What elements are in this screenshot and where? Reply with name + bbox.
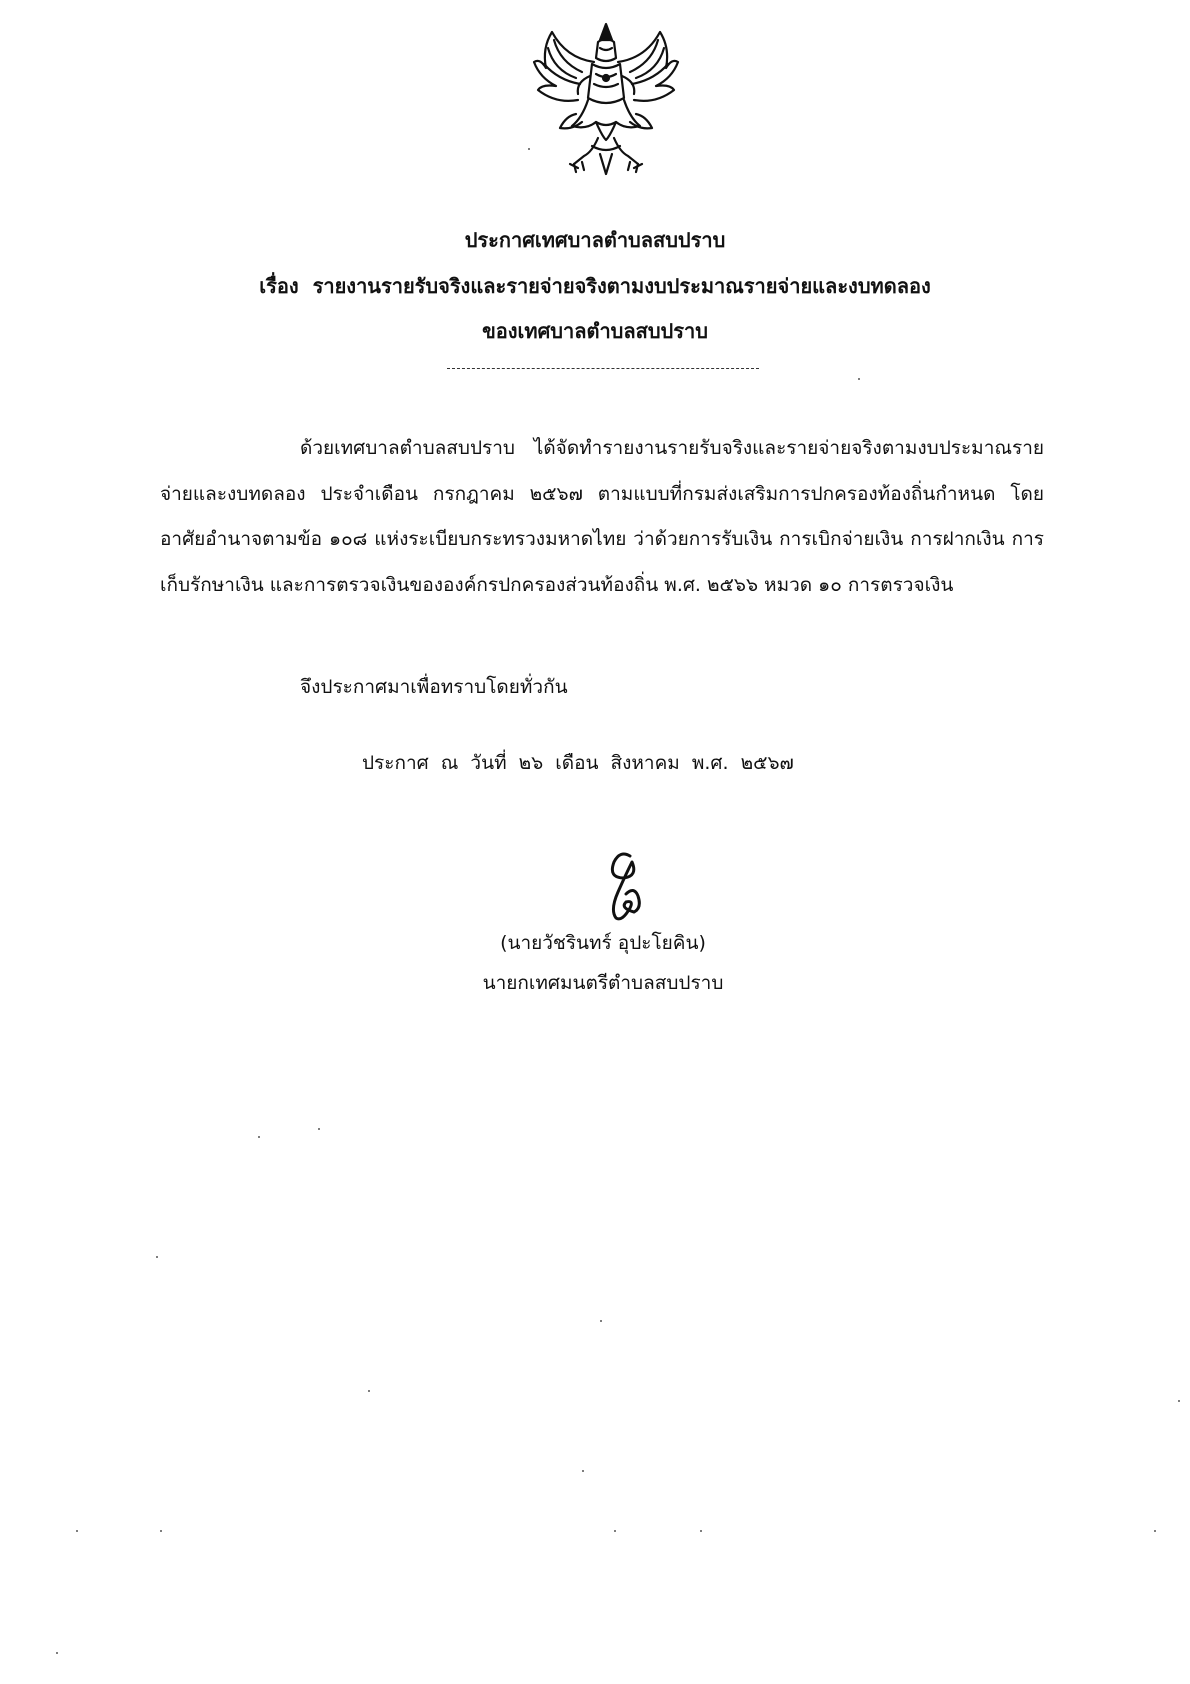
scan-speck [318,1128,320,1130]
subject-text: รายงานรายรับจริงและรายจ่ายจริงตามงบประมาณรายจ่ายและงบทดลอง [312,274,931,298]
scan-speck [528,148,530,150]
scan-speck [1178,1400,1180,1402]
closing-statement: จึงประกาศมาเพื่อทราบโดยทั่วกัน [300,676,568,698]
scan-speck [56,1652,58,1654]
header-divider [447,368,759,369]
signer-name: (นายวัชรินทร์ อุปะโยคิน) [500,932,706,954]
scan-speck [858,378,860,380]
announcement-date: ประกาศ ณ วันที่ ๒๖ เดือน สิงหาคม พ.ศ. ๒๕๖๗ [362,752,794,774]
document-title: ประกาศเทศบาลตำบลสบปราบ [464,228,726,252]
scan-speck [368,1390,370,1392]
garuda-emblem-icon [526,18,686,188]
scan-speck [600,1320,602,1322]
announcement-body: ด้วยเทศบาลตำบลสบปราบ ได้จัดทำรายงานรายรับจริงและรายจ่ายจริงตามงบประมาณรายจ่ายและงบทดลอง ประจำเดือน กรกฎาคม ๒๕๖๗ ตามแบบที่กรมส่งเสริมการปกครองท้องถิ่นกำหนด โดยอาศัยอำนาจตามข้อ ๑๐๘ แห่งระเบียบกระทรวงมหาดไทย ว่าด้วยการรับเงิน การเบิกจ่ายเงิน การฝากเงิน การเก็บรักษาเงิน และการตรวจเงินขององค์กรปกครองส่วนท้องถิ่น พ.ศ. ๒๕๖๖ หมวด ๑๐ การตรวจเงิน [160,437,1044,596]
scan-speck [582,1470,584,1472]
scan-speck [700,1530,702,1532]
subject-line [0,272,1190,300]
scan-speck [1154,1530,1156,1532]
scan-speck [156,1256,158,1258]
scan-speck [76,1530,78,1532]
subject-continuation: ของเทศบาลตำบลสบปราบ [482,319,708,343]
subject-label: เรื่อง [259,274,299,298]
scan-speck [614,1530,616,1532]
scan-speck [258,1136,260,1138]
signer-title: นายกเทศมนตรีตำบลสบปราบ [482,972,724,994]
scan-speck [160,1530,162,1532]
handwritten-signature [590,848,660,928]
